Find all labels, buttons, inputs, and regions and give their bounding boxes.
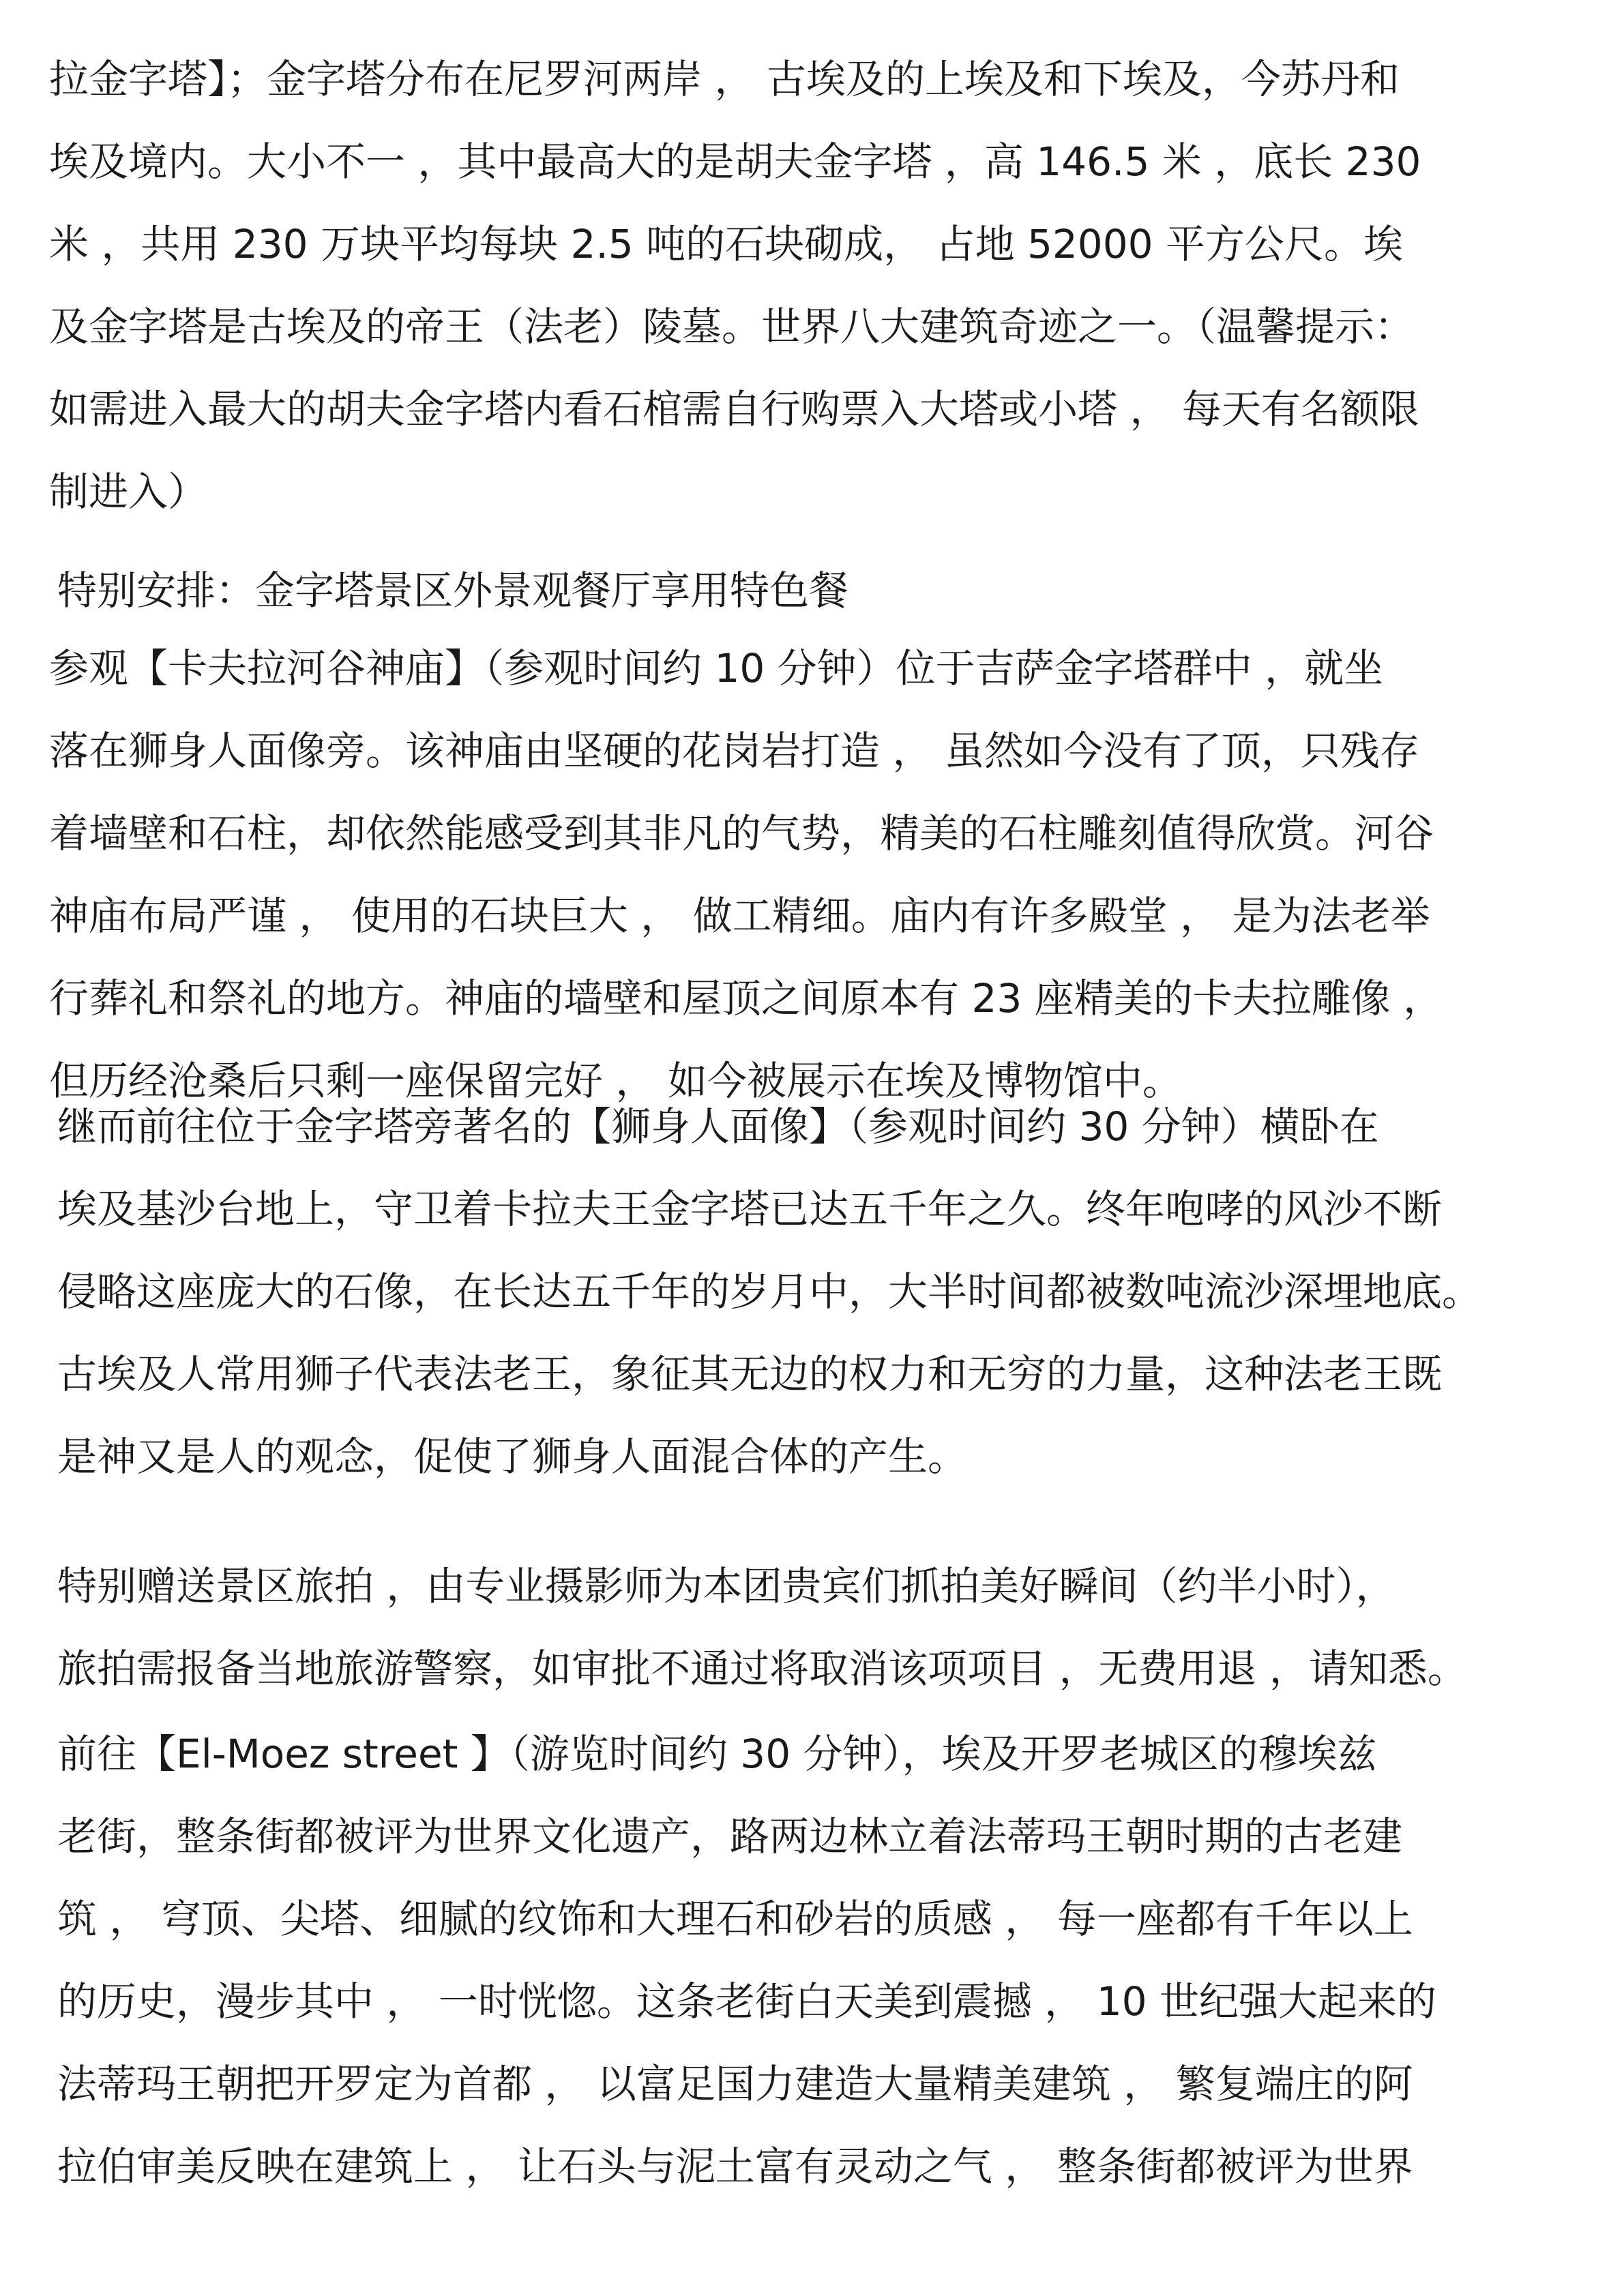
text-line: 米 ，共用 230 万块平均每块 2.5 吨的石块砌成， 占地 52000 平方公尺。埃 [49, 221, 1403, 267]
text-line: 落在狮身人面像旁。该神庙由坚硬的花岗岩打造 ， 虽然如今没有了顶，只残存 [49, 728, 1419, 774]
text-line: 的历史，漫步其中 ， 一时恍惚。这条老街白天美到震撼 ， 10 世纪强大起来的 [57, 1978, 1436, 2025]
text-line: 古埃及人常用狮子代表法老王，象征其无边的权力和无穷的力量，这种法老王既 [57, 1351, 1443, 1397]
text-line: 拉伯审美反映在建筑上 ， 让石头与泥土富有灵动之气 ， 整条街都被评为世界 [57, 2143, 1413, 2190]
text-line: 旅拍需报备当地旅游警察，如审批不通过将取消该项项目 ，无费用退 ，请知悉。 [57, 1645, 1467, 1692]
paragraph-sphinx [57, 1086, 1481, 1498]
text-line: 继而前往位于金字塔旁著名的【狮身人面像】（参观时间约 30 分钟）横卧在 [57, 1103, 1379, 1150]
text-line: 如需进入最大的胡夫金字塔内看石棺需自行购票入大塔或小塔 ， 每天有名额限 [49, 386, 1419, 432]
text-line: 埃及境内。大小不一 ，其中最高大的是胡夫金字塔 ，高 146.5 米 ，底长 230 [49, 138, 1421, 185]
text-line: 神庙布局严谨 ， 使用的石块巨大 ， 做工精细。庙内有许多殿堂 ， 是为法老举 [49, 893, 1430, 939]
text-line: 法蒂玛王朝把开罗定为首都 ， 以富足国力建造大量精美建筑 ， 繁复端庄的阿 [57, 2061, 1413, 2107]
text-line: 制进入） [49, 468, 208, 515]
paragraph-free-photo-session [57, 1545, 1467, 1710]
paragraph-el-moez-street [57, 1713, 1436, 2208]
paragraph-khafre-valley-temple [49, 627, 1443, 1122]
text-line: 但历经沧桑后只剩一座保留完好 ， 如今被展示在埃及博物馆中。 [49, 1058, 1182, 1104]
paragraph-pyramid-description [49, 38, 1421, 533]
text-line: 老街，整条街都被评为世界文化遗产，路两边林立着法蒂玛王朝时期的古老建 [57, 1813, 1403, 1860]
text-line: 参观【卡夫拉河谷神庙】（参观时间约 10 分钟）位于吉萨金字塔群中 ，就坐 [49, 645, 1384, 691]
text-line: 埃及基沙台地上，守卫着卡拉夫王金字塔已达五千年之久。终年咆哮的风沙不断 [57, 1186, 1443, 1232]
text-line: 侵略这座庞大的石像，在长达五千年的岁月中，大半时间都被数吨流沙深埋地底。 [57, 1268, 1482, 1315]
text-line: 前往【El-Moez street 】（游览时间约 30 分钟），埃及开罗老城区的穆埃兹 [57, 1731, 1377, 1777]
text-line: 是神又是人的观念，促使了狮身人面混合体的产生。 [57, 1433, 968, 1480]
text-line: 特别赠送景区旅拍 ，由专业摄影师为本团贵宾们抓拍美好瞬间（约半小时）， [57, 1563, 1396, 1609]
text-line: 着墙壁和石柱，却依然能感受到其非凡的气势，精美的石柱雕刻值得欣赏。河谷 [49, 810, 1434, 856]
text-line: 拉金字塔】；金字塔分布在尼罗河两岸 ， 古埃及的上埃及和下埃及，今苏丹和 [49, 56, 1400, 102]
paragraph-special-arrangement [57, 550, 848, 632]
text-line: 特别安排：金字塔景区外景观餐厅享用特色餐 [57, 567, 849, 614]
text-line: 筑 ， 穹顶、尖塔、细腻的纹饰和大理石和砂岩的质感 ， 每一座都有千年以上 [57, 1896, 1413, 1942]
text-line: 及金字塔是古埃及的帝王（法老）陵墓。世界八大建筑奇迹之一。（温馨提示： [49, 303, 1415, 350]
text-line: 行葬礼和祭礼的地方。神庙的墙壁和屋顶之间原本有 23 座精美的卡夫拉雕像 ， [49, 975, 1443, 1022]
